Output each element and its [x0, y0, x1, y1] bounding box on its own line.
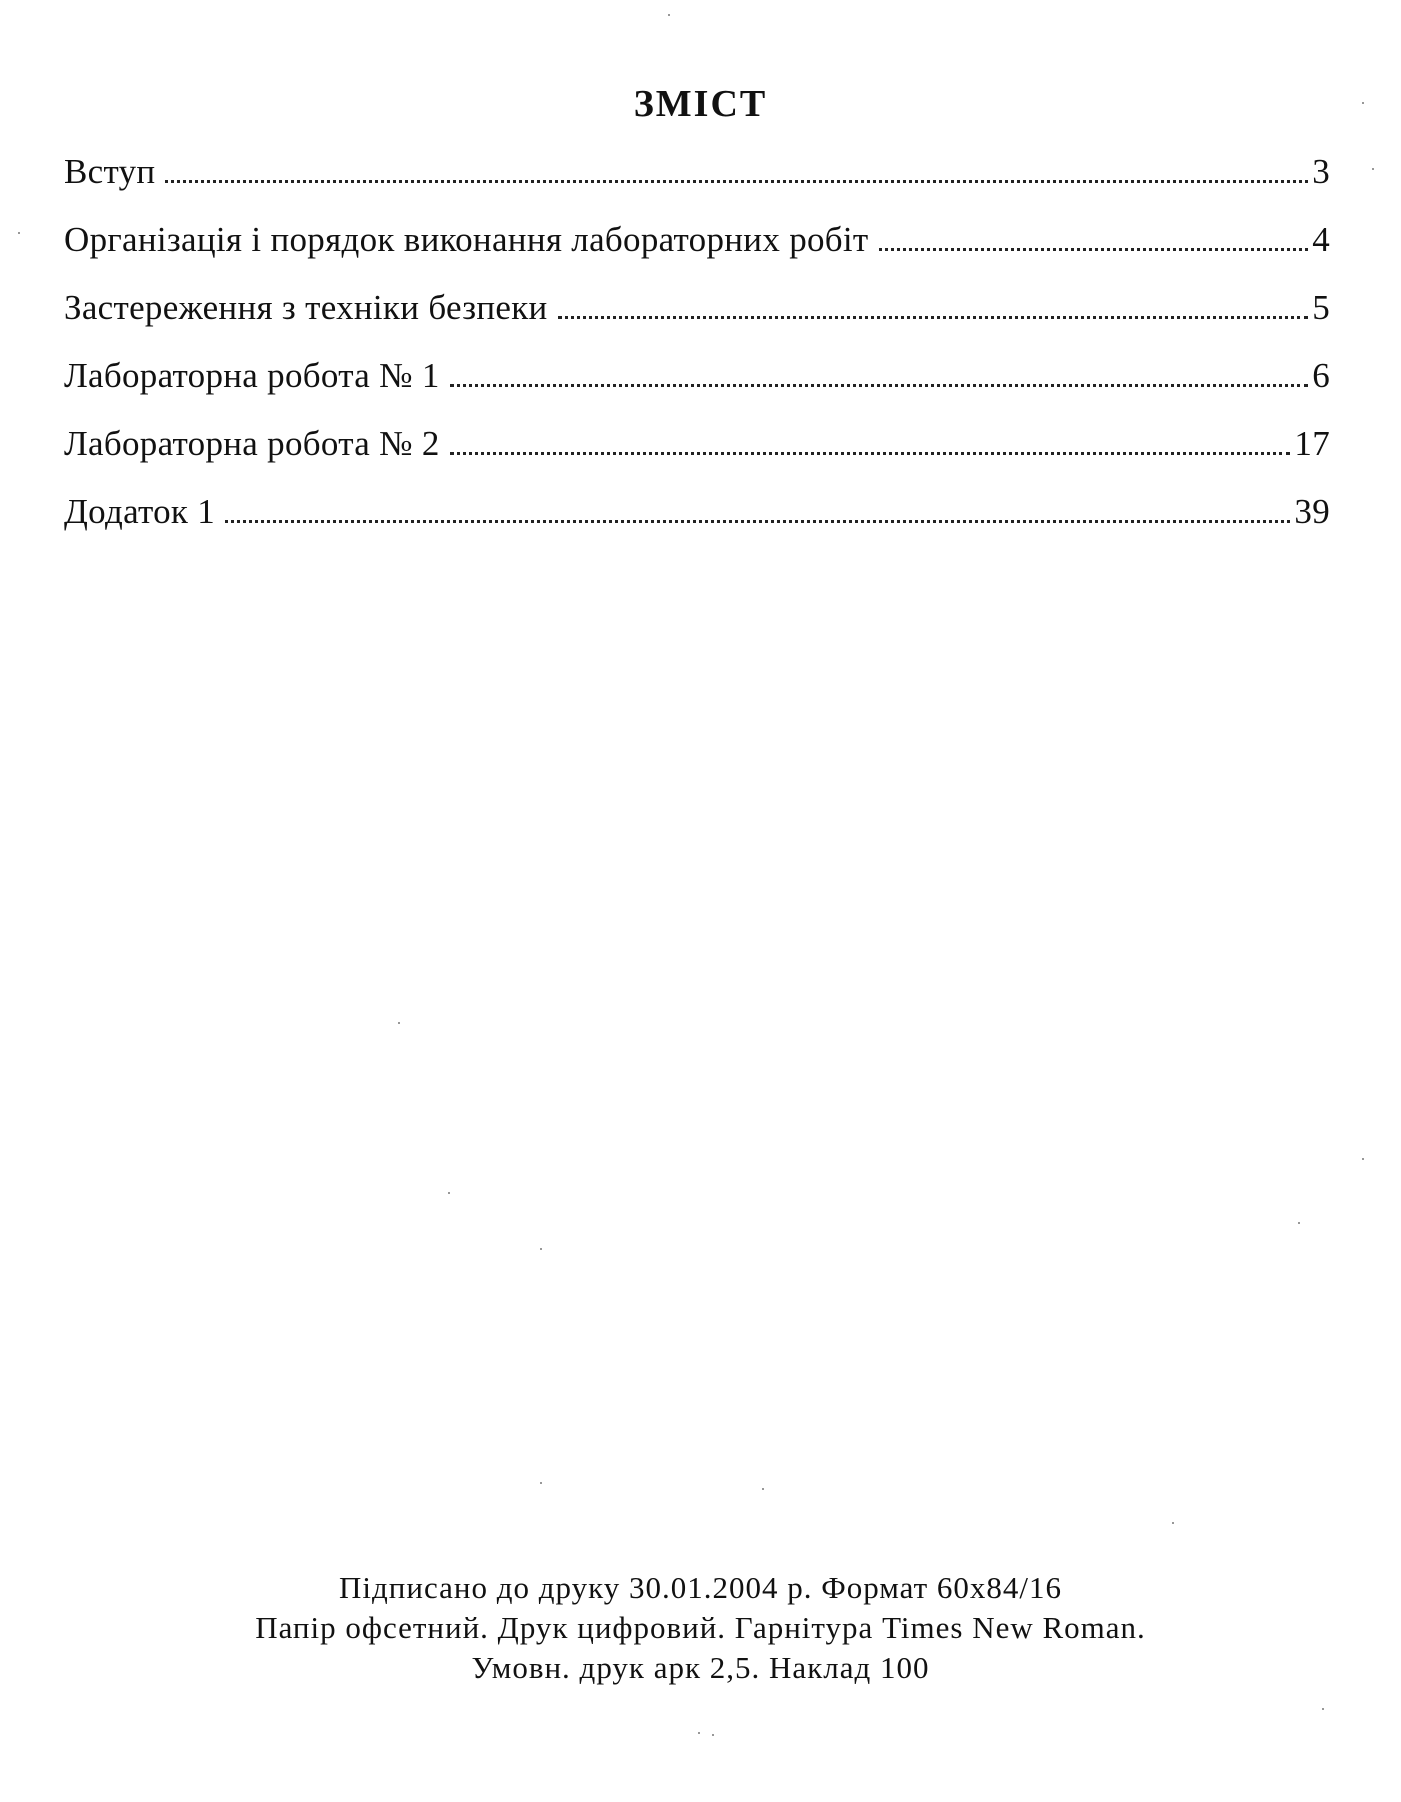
toc-entry-page: 5	[1312, 288, 1330, 327]
scan-speck	[1322, 1708, 1324, 1710]
scan-speck	[448, 1192, 450, 1194]
scan-speck	[1372, 168, 1374, 170]
table-of-contents	[64, 138, 1330, 546]
toc-entry-label: Лабораторна робота № 1	[64, 356, 440, 395]
toc-dot-leader	[879, 247, 1309, 251]
imprint-line-paper: Папір офсетний. Друк цифровий. Гарнітура Times New Roman.	[255, 1610, 1146, 1645]
toc-entry-page: 6	[1312, 356, 1330, 395]
toc-dot-leader	[165, 179, 1308, 183]
toc-entry-appendix-1	[64, 478, 1330, 546]
scan-speck	[762, 1488, 764, 1490]
imprint-line-signed: Підписано до друку 30.01.2004 р. Формат 60x84/16	[339, 1570, 1062, 1605]
toc-entry-lab-2	[64, 410, 1330, 478]
scan-speck	[540, 1482, 542, 1484]
scan-speck	[712, 1734, 714, 1736]
toc-entry-label: Лабораторна робота № 2	[64, 424, 440, 463]
toc-dot-leader	[450, 383, 1309, 387]
scan-speck	[18, 232, 20, 234]
scan-speck	[668, 14, 670, 16]
scan-speck	[698, 1732, 700, 1734]
toc-dot-leader	[225, 519, 1290, 523]
toc-dot-leader	[450, 451, 1291, 455]
toc-entry-safety	[64, 274, 1330, 342]
scan-speck	[1362, 102, 1364, 104]
toc-entry-label: Застереження з техніки безпеки	[64, 288, 548, 327]
imprint-line-circulation: Умовн. друк арк 2,5. Наклад 100	[471, 1650, 930, 1685]
toc-dot-leader	[558, 315, 1309, 319]
print-imprint	[0, 1568, 1401, 1688]
toc-entry-page: 39	[1294, 492, 1330, 531]
scan-speck	[1362, 1158, 1364, 1160]
scan-speck	[398, 1022, 400, 1024]
toc-entry-lab-1	[64, 342, 1330, 410]
scan-speck	[540, 1248, 542, 1250]
toc-entry-page: 17	[1294, 424, 1330, 463]
toc-entry-label: Організація і порядок виконання лабораторних робіт	[64, 220, 869, 259]
toc-entry-organization	[64, 206, 1330, 274]
toc-entry-page: 3	[1312, 152, 1330, 191]
toc-entry-page: 4	[1312, 220, 1330, 259]
toc-entry-label: Додаток 1	[64, 492, 216, 531]
toc-entry-label: Вступ	[64, 152, 156, 191]
scan-speck	[1172, 1522, 1174, 1524]
toc-title: ЗМІСТ	[633, 83, 768, 125]
scan-speck	[1298, 1222, 1300, 1224]
toc-entry-introduction	[64, 138, 1330, 206]
